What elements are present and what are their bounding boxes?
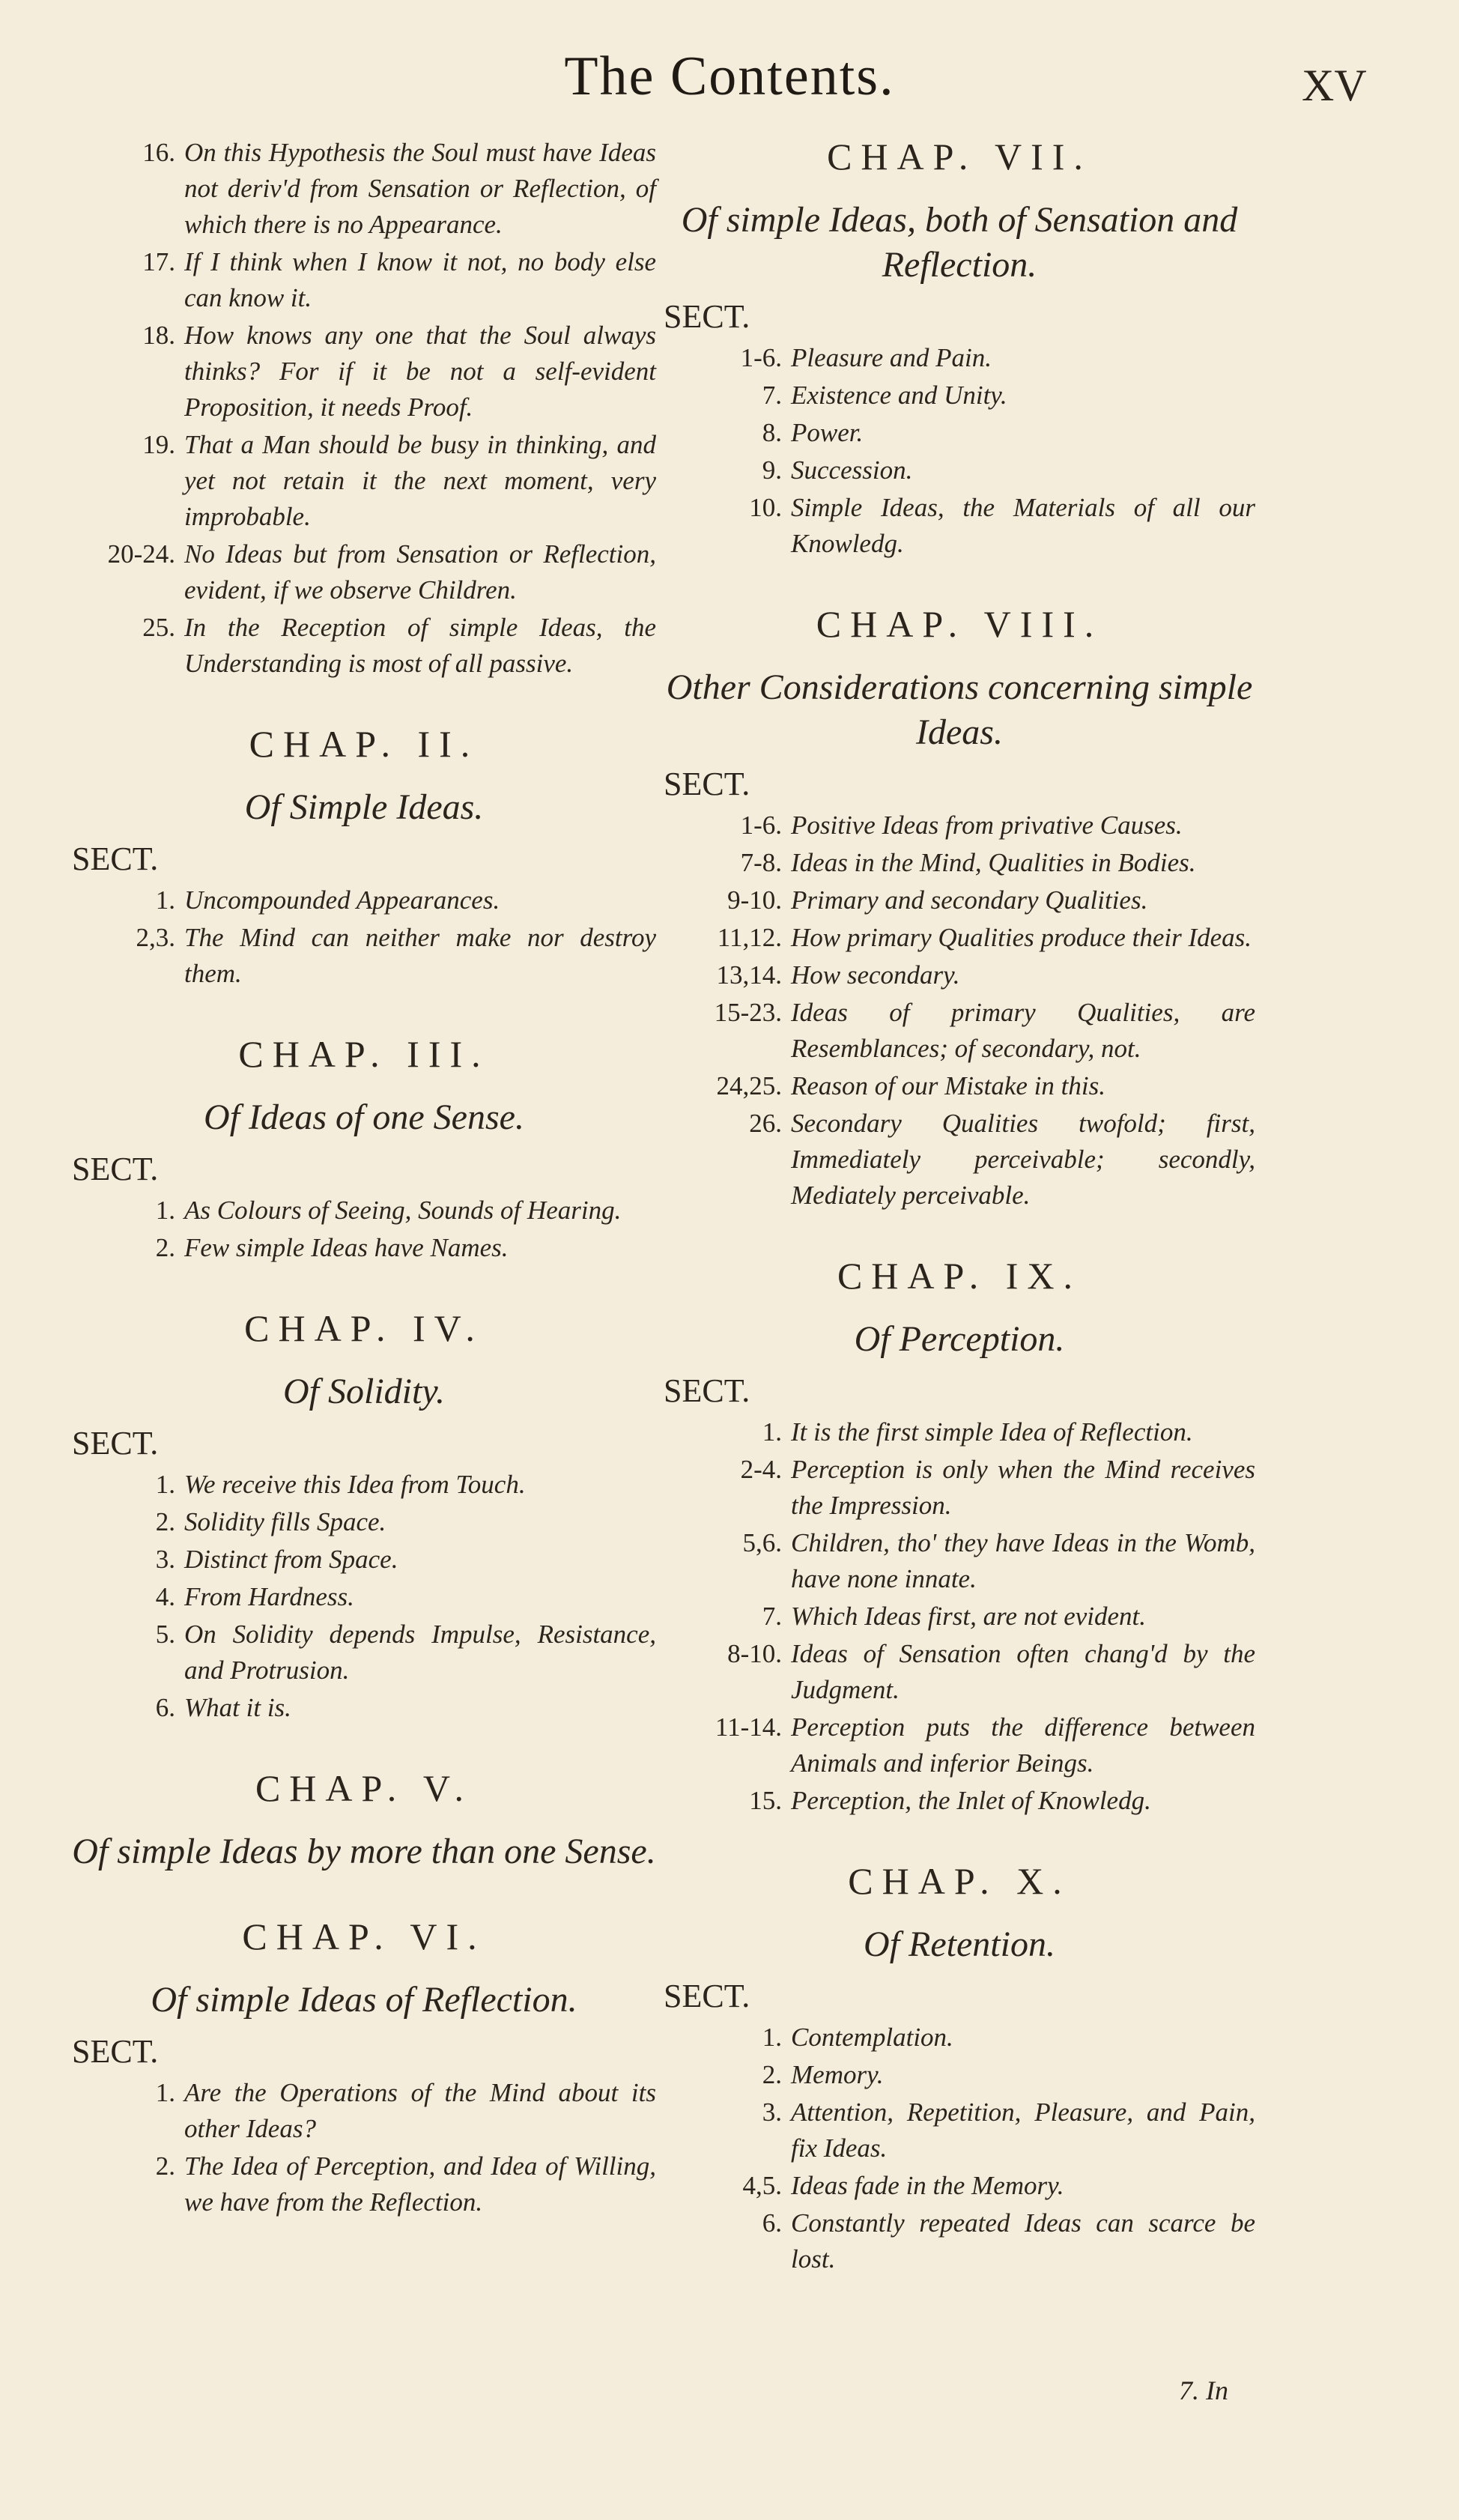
section-number: 7. <box>762 381 782 410</box>
contents-entry <box>664 1783 1255 1819</box>
section-number: 20-24. <box>107 539 175 569</box>
contents-entry <box>72 882 656 918</box>
chapter-heading: CHAP. X. <box>848 1860 1071 1902</box>
section-summary: As Colours of Seeing, Sounds of Hearing. <box>184 1196 622 1225</box>
chapter-title: Of Perception. <box>854 1319 1065 1359</box>
section-summary: Primary and secondary Qualities. <box>791 885 1148 915</box>
section-number: 2-4. <box>740 1455 782 1484</box>
section-number: 3. <box>762 2098 782 2127</box>
section-summary: In the Reception of simple Ideas, the Understanding is most of all passive. <box>184 613 656 678</box>
section-summary: On Solidity depends Impulse, Resistance, and Protrusion. <box>184 1620 656 1685</box>
chapter-title: Of simple Ideas, both of Sensation and Reflection. <box>681 200 1238 285</box>
section-number: 2. <box>155 2151 175 2181</box>
entry-list <box>72 2075 656 2220</box>
chapter-heading: CHAP. V. <box>255 1767 473 1809</box>
section-summary: Reason of our Mistake in this. <box>791 1071 1105 1100</box>
catchword: 7. In <box>1179 2375 1228 2405</box>
chapter-title: Of Retention. <box>864 1924 1055 1964</box>
section-number: 2. <box>155 1233 175 1262</box>
contents-entry <box>72 1504 656 1540</box>
section-number: 6. <box>762 2208 782 2238</box>
contents-entry <box>664 490 1255 562</box>
section-number: 15. <box>749 1786 782 1815</box>
contents-entry <box>664 1414 1255 1450</box>
contents-entry <box>664 1106 1255 1214</box>
contents-entry <box>664 452 1255 488</box>
section-label: SECT. <box>72 840 159 877</box>
contents-entry <box>72 1617 656 1688</box>
section-number: 15-23. <box>714 998 782 1027</box>
contents-entry <box>72 135 656 243</box>
chapter-title: Of simple Ideas of Reflection. <box>151 1980 577 2020</box>
contents-entry <box>664 1709 1255 1781</box>
entry-list <box>664 2020 1255 2277</box>
section-summary: Solidity fills Space. <box>184 1507 386 1536</box>
section-number: 1. <box>155 1470 175 1499</box>
section-summary: Positive Ideas from privative Causes. <box>791 811 1183 840</box>
contents-entry <box>72 1690 656 1726</box>
entry-list <box>72 882 656 992</box>
section-number: 10. <box>749 493 782 522</box>
contents-entry <box>664 995 1255 1067</box>
section-number: 19. <box>142 430 175 459</box>
contents-entry <box>664 920 1255 956</box>
entry-list <box>664 340 1255 562</box>
section-summary: Ideas in the Mind, Qualities in Bodies. <box>791 848 1196 877</box>
section-summary: Perception puts the difference between Animals and inferior Beings. <box>791 1712 1255 1778</box>
contents-entry <box>664 340 1255 376</box>
section-number: 1. <box>155 1196 175 1225</box>
section-summary: Attention, Repetition, Pleasure, and Pain, fix Ideas. <box>791 2098 1255 2163</box>
section-summary: The Mind can neither make nor destroy them. <box>184 923 656 988</box>
section-summary: Ideas fade in the Memory. <box>791 2171 1064 2200</box>
section-summary: Which Ideas first, are not evident. <box>791 1602 1147 1631</box>
section-summary: No Ideas but from Sensation or Reflection, evident, if we observe Children. <box>184 539 656 605</box>
section-number: 26. <box>749 1109 782 1138</box>
contents-entry <box>664 1599 1255 1635</box>
chapter-heading: CHAP. VIII. <box>816 603 1103 645</box>
section-summary: Few simple Ideas have Names. <box>184 1233 509 1262</box>
section-summary: How knows any one that the Soul always thinks? For if it be not a self-evident Proposition, it needs Proof. <box>184 321 656 422</box>
section-number: 6. <box>155 1693 175 1722</box>
section-summary: That a Man should be busy in thinking, and yet not retain it the next moment, very improbable. <box>184 430 656 531</box>
section-summary: Uncompounded Appearances. <box>184 885 500 915</box>
contents-entry <box>664 2020 1255 2056</box>
section-number: 2. <box>762 2060 782 2089</box>
right-column <box>664 135 1255 2279</box>
entry-list <box>72 1193 656 1266</box>
contents-entry <box>664 2168 1255 2204</box>
entry-list <box>664 1414 1255 1819</box>
entry-list <box>72 135 656 682</box>
section-summary: Distinct from Space. <box>184 1545 398 1574</box>
section-label: SECT. <box>664 766 750 802</box>
section-summary: If I think when I know it not, no body else can know it. <box>184 247 656 312</box>
contents-entry <box>664 2205 1255 2277</box>
contents-entry <box>72 244 656 316</box>
contents-entry <box>72 1230 656 1266</box>
section-summary: On this Hypothesis the Soul must have Ideas not deriv'd from Sensation or Reflection, of which there is no Appearance. <box>184 138 656 239</box>
section-summary: How secondary. <box>791 960 960 990</box>
contents-entry <box>72 318 656 425</box>
section-summary: It is the first simple Idea of Reflection. <box>791 1417 1193 1447</box>
section-number: 7. <box>762 1602 782 1631</box>
section-summary: How primary Qualities produce their Ideas. <box>791 923 1252 952</box>
contents-entry <box>664 2095 1255 2166</box>
chapter-heading: CHAP. VII. <box>827 136 1092 178</box>
chapter-title: Of Solidity. <box>283 1372 445 1411</box>
section-summary: Succession. <box>791 455 913 485</box>
section-summary: Existence and Unity. <box>791 381 1007 410</box>
chapter-title: Of Simple Ideas. <box>244 787 484 827</box>
section-label: SECT. <box>72 2033 159 2070</box>
chapter-heading: CHAP. VI. <box>242 1915 486 1957</box>
section-number: 2. <box>155 1507 175 1536</box>
chapter-heading: CHAP. IX. <box>837 1255 1082 1297</box>
chapter-title: Other Considerations concerning simple Ideas. <box>666 667 1253 752</box>
contents-entry <box>664 378 1255 414</box>
section-summary: What it is. <box>184 1693 291 1722</box>
contents-entry <box>72 1467 656 1503</box>
chapter-heading: CHAP. IV. <box>244 1307 484 1349</box>
contents-entry <box>72 920 656 992</box>
section-number: 13,14. <box>716 960 782 990</box>
section-summary: From Hardness. <box>184 1582 354 1611</box>
entry-list <box>72 1467 656 1726</box>
section-number: 1-6. <box>740 343 782 372</box>
contents-entry <box>72 2075 656 2147</box>
section-number: 5. <box>155 1620 175 1649</box>
section-number: 1. <box>762 2023 782 2052</box>
contents-entry <box>72 536 656 608</box>
section-label: SECT. <box>72 1151 159 1187</box>
contents-entry <box>664 808 1255 843</box>
section-summary: Perception is only when the Mind receives the Impression. <box>791 1455 1255 1520</box>
contents-entry <box>664 1452 1255 1524</box>
section-summary: Secondary Qualities twofold; first, Immediately perceivable; secondly, Mediately perceivable. <box>791 1109 1255 1210</box>
section-number: 11,12. <box>717 923 782 952</box>
section-summary: Children, tho' they have Ideas in the Womb, have none innate. <box>791 1528 1255 1593</box>
contents-entry <box>664 2057 1255 2093</box>
section-number: 7-8. <box>740 848 782 877</box>
page-number: XV <box>1302 61 1367 110</box>
section-number: 9-10. <box>727 885 782 915</box>
section-label: SECT. <box>664 1978 750 2014</box>
section-summary: We receive this Idea from Touch. <box>184 1470 526 1499</box>
section-number: 8-10. <box>727 1639 782 1668</box>
section-label: SECT. <box>664 298 750 335</box>
contents-entry <box>664 882 1255 918</box>
section-label: SECT. <box>664 1372 750 1409</box>
page-title: The Contents. <box>564 46 895 107</box>
section-number: 1-6. <box>740 811 782 840</box>
contents-entry <box>664 845 1255 881</box>
section-number: 4,5. <box>742 2171 782 2200</box>
section-number: 18. <box>142 321 175 350</box>
section-summary: Ideas of Sensation often chang'd by the Judgment. <box>791 1639 1255 1704</box>
contents-entry <box>664 957 1255 993</box>
section-number: 1. <box>762 1417 782 1447</box>
section-summary: Are the Operations of the Mind about its other Ideas? <box>184 2078 656 2143</box>
chapter-title: Of simple Ideas by more than one Sense. <box>72 1832 656 1871</box>
contents-entry <box>664 1636 1255 1708</box>
section-number: 2,3. <box>136 923 175 952</box>
section-summary: Power. <box>791 418 864 447</box>
section-summary: Pleasure and Pain. <box>791 343 992 372</box>
section-number: 5,6. <box>742 1528 782 1557</box>
section-number: 16. <box>142 138 175 167</box>
chapter-heading: CHAP. II. <box>249 723 479 765</box>
section-number: 1. <box>155 885 175 915</box>
section-summary: Perception, the Inlet of Knowledg. <box>791 1786 1151 1815</box>
contents-entry <box>72 610 656 682</box>
chapter-heading: CHAP. III. <box>238 1033 490 1075</box>
section-label: SECT. <box>72 1425 159 1462</box>
chapter-title: Of Ideas of one Sense. <box>204 1097 524 1137</box>
section-summary: Simple Ideas, the Materials of all our Knowledg. <box>791 493 1255 558</box>
section-summary: Memory. <box>791 2060 884 2089</box>
section-number: 8. <box>762 418 782 447</box>
section-number: 17. <box>142 247 175 276</box>
section-number: 24,25. <box>716 1071 782 1100</box>
contents-entry <box>72 1579 656 1615</box>
contents-entry <box>72 1542 656 1578</box>
contents-entry <box>664 1525 1255 1597</box>
section-summary: Contemplation. <box>791 2023 953 2052</box>
contents-entry <box>72 427 656 535</box>
contents-entry <box>72 2148 656 2220</box>
section-number: 1. <box>155 2078 175 2107</box>
section-number: 25. <box>142 613 175 642</box>
section-summary: Ideas of primary Qualities, are Resemblances; of secondary, not. <box>791 998 1255 1063</box>
contents-entry <box>664 415 1255 451</box>
contents-entry <box>72 1193 656 1229</box>
entry-list <box>664 808 1255 1214</box>
left-column <box>72 135 656 2222</box>
section-number: 4. <box>155 1582 175 1611</box>
section-summary: Constantly repeated Ideas can scarce be lost. <box>791 2208 1255 2274</box>
section-number: 9. <box>762 455 782 485</box>
section-number: 11-14. <box>715 1712 782 1742</box>
section-summary: The Idea of Perception, and Idea of Willing, we have from the Reflection. <box>184 2151 656 2217</box>
section-number: 3. <box>155 1545 175 1574</box>
contents-entry <box>664 1068 1255 1104</box>
